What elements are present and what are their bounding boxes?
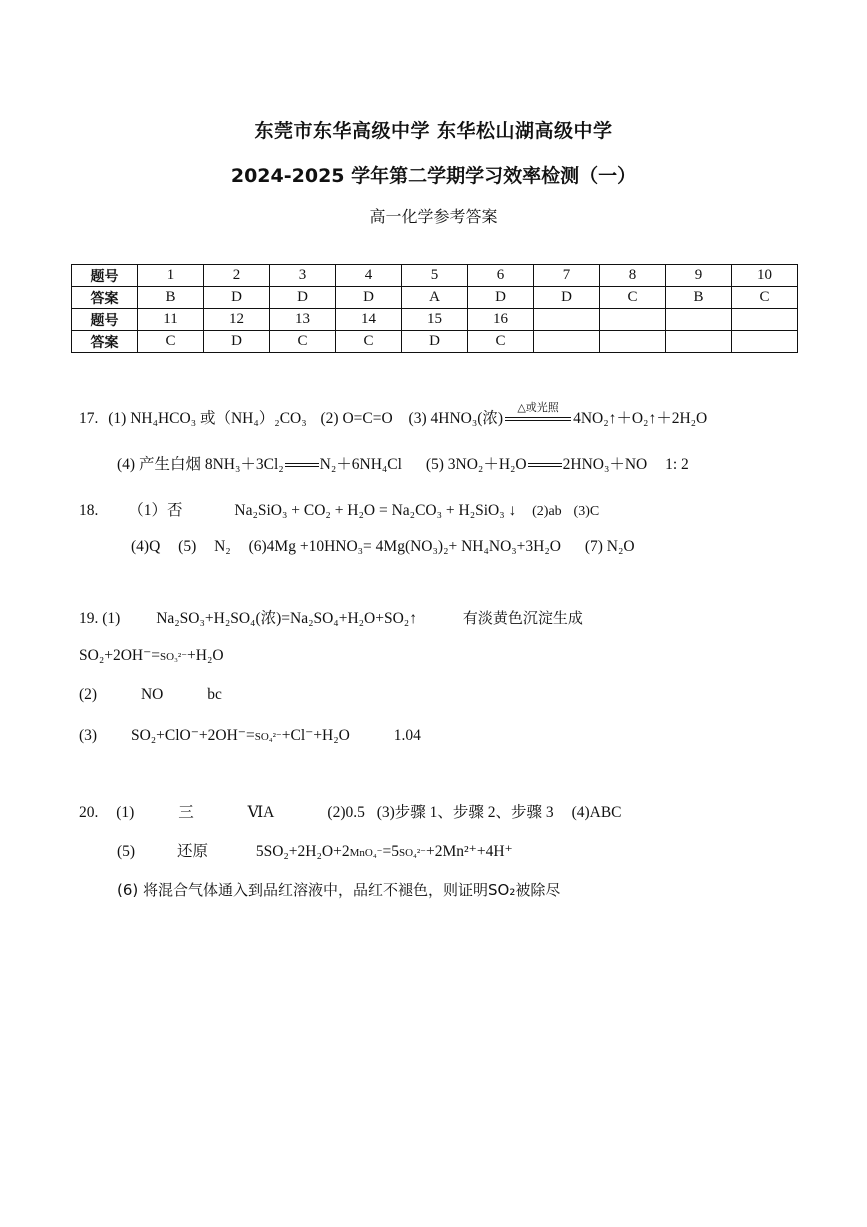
question-num: 17. — [79, 410, 99, 427]
q17-line2 — [117, 452, 689, 474]
q17-part1: (1) NH₄HCO₃ 或（NH₄）₂CO₃ — [108, 410, 307, 427]
q18-part2: (2)ab — [532, 504, 562, 519]
q20-period: 三 — [178, 804, 194, 821]
answer-cell: B — [138, 287, 204, 309]
question-number: 1 — [138, 265, 204, 287]
equals-arrow — [528, 463, 562, 467]
question-num: 20. — [79, 804, 99, 821]
answer-cell: C — [732, 287, 798, 309]
question-number: 13 — [270, 309, 336, 331]
question-number: 4 — [336, 265, 402, 287]
q19-observation: 有淡黄色沉淀生成 — [462, 609, 583, 627]
sulfate-ion: SO₄²⁻ — [398, 847, 426, 859]
answer-cell: C — [270, 331, 336, 353]
q20-part4: (4)ABC — [571, 804, 622, 821]
q17-part3-product: 4NO₂↑＋O₂↑＋2H₂O — [573, 410, 708, 427]
sulfite-ion: SO₃²⁻ — [160, 651, 188, 663]
answer-cell — [534, 331, 600, 353]
question-number: 12 — [204, 309, 270, 331]
q19-part3-label: (3) — [79, 727, 98, 744]
q19-line4 — [79, 726, 421, 745]
question-number: 10 — [732, 265, 798, 287]
school-title: 东莞市东华高级中学 东华松山湖高级中学 — [254, 120, 613, 142]
q19-line3 — [79, 686, 222, 704]
answer-cell: D — [336, 287, 402, 309]
answer-cell — [732, 331, 798, 353]
table-row — [72, 331, 798, 353]
q20-part1-label: (1) — [116, 804, 135, 821]
q19-eq2-right: +H₂O — [187, 647, 224, 664]
question-number: 3 — [270, 265, 336, 287]
answer-table — [71, 264, 798, 353]
q19-part3-left: SO₂+ClO⁻+2OH⁻= — [130, 727, 255, 744]
q19-line1 — [79, 606, 583, 628]
answer-cell: D — [270, 287, 336, 309]
q19-part3-right: +Cl⁻+H₂O — [281, 727, 350, 744]
equals-arrow — [505, 417, 571, 421]
question-number: 6 — [468, 265, 534, 287]
q18-line1 — [79, 498, 599, 520]
question-number — [600, 309, 666, 331]
q18-part5-label: (5) — [178, 538, 197, 555]
equals-arrow — [285, 463, 319, 467]
question-number: 15 — [402, 309, 468, 331]
q20-part5-label: (5) — [117, 843, 136, 860]
q19-part2-choice: bc — [207, 686, 222, 703]
question-number: 9 — [666, 265, 732, 287]
answer-cell: A — [402, 287, 468, 309]
q20-eq-left: 5SO₂+2H₂O+2 — [255, 843, 350, 860]
q20-line3 — [117, 879, 560, 900]
answer-cell: D — [468, 287, 534, 309]
table-row — [72, 309, 798, 331]
answer-cell: C — [138, 331, 204, 353]
question-number: 14 — [336, 309, 402, 331]
row-label: 题号 — [72, 309, 138, 331]
q17-line1 — [79, 402, 708, 428]
q18-part6: (6)4Mg +10HNO₃= 4Mg(NO₃)₂+ NH₄NO₃+3H₂O — [248, 538, 561, 555]
question-number: 8 — [600, 265, 666, 287]
question-number: 7 — [534, 265, 600, 287]
q19-part2-gas: NO — [140, 686, 164, 703]
q20-part3: (3)步骤 1、步骤 2、步骤 3 — [376, 804, 554, 821]
question-number: 16 — [468, 309, 534, 331]
q18-part7: (7) N₂O — [584, 538, 635, 555]
question-number — [732, 309, 798, 331]
condition-label: △或光照 — [517, 402, 559, 414]
question-number — [666, 309, 732, 331]
q18-part3: (3)C — [573, 504, 600, 519]
q19-equation1: Na₂SO₃+H₂SO₄(浓)=Na₂SO₄+H₂O+SO₂↑ — [156, 610, 417, 627]
question-number: 2 — [204, 265, 270, 287]
answer-cell: D — [204, 287, 270, 309]
q17-part5-product: 2HNO₃＋NO — [562, 456, 648, 473]
q19-eq2-left: SO₂+2OH⁻= — [79, 647, 161, 664]
answer-cell — [666, 331, 732, 353]
permanganate-ion: MnO₄⁻ — [349, 847, 383, 859]
q17-part3-reactant: (3) 4HNO₃(浓) — [408, 410, 504, 427]
table-row — [72, 265, 798, 287]
question-number: 11 — [138, 309, 204, 331]
q17-part4-reactant: (4) 产生白烟 8NH₃＋3Cl₂ — [117, 456, 284, 473]
q18-part5: N₂ — [214, 538, 231, 555]
row-label: 题号 — [72, 265, 138, 287]
q17-part2: (2) O=C=O — [320, 410, 393, 427]
q20-part5-property: 还原 — [176, 843, 208, 860]
answer-cell: C — [468, 331, 534, 353]
question-num: 18. — [79, 502, 99, 519]
q17-ratio: 1: 2 — [665, 456, 689, 473]
q20-line1 — [79, 800, 622, 822]
exam-title: 2024-2025 学年第二学期学习效率检测（一） — [230, 165, 637, 187]
q19-line2 — [79, 646, 224, 665]
q18-line2 — [131, 538, 635, 556]
answer-cell: B — [666, 287, 732, 309]
q20-line2 — [117, 839, 513, 861]
q18-part1: （1）否 — [128, 502, 183, 519]
q17-part5-reactant: (5) 3NO₂＋H₂O — [425, 456, 527, 473]
answer-cell — [600, 331, 666, 353]
q20-group: ⅥA — [247, 804, 274, 821]
row-label: 答案 — [72, 331, 138, 353]
answer-cell: D — [204, 331, 270, 353]
reaction-condition — [503, 402, 573, 428]
answer-cell: C — [336, 331, 402, 353]
answer-cell: D — [402, 331, 468, 353]
q20-eq-right: +2Mn²⁺+4H⁺ — [425, 843, 513, 860]
q19-part2-label: (2) — [79, 686, 98, 703]
question-num: 19. (1) — [79, 610, 121, 627]
q18-equation: Na₂SiO₃ + CO₂ + H₂O = Na₂CO₃ + H₂SiO₃ ↓ — [234, 502, 517, 519]
q20-part2: (2)0.5 — [327, 804, 365, 821]
answer-cell: D — [534, 287, 600, 309]
sulfate-ion: SO₄²⁻ — [254, 731, 282, 743]
row-label: 答案 — [72, 287, 138, 309]
q20-eq-mid: =5 — [382, 843, 399, 860]
answer-cell: C — [600, 287, 666, 309]
q19-part3-value: 1.04 — [393, 727, 421, 744]
subject-title: 高一化学参考答案 — [369, 207, 498, 226]
q17-part4-product: N₂＋6NH₄Cl — [319, 456, 402, 473]
table-row — [72, 287, 798, 309]
question-number: 5 — [402, 265, 468, 287]
q20-part6: (6) 将混合气体通入到品红溶液中，品红不褪色，则证明SO₂被除尽 — [117, 881, 561, 899]
q18-part4: (4)Q — [131, 538, 161, 555]
question-number — [534, 309, 600, 331]
